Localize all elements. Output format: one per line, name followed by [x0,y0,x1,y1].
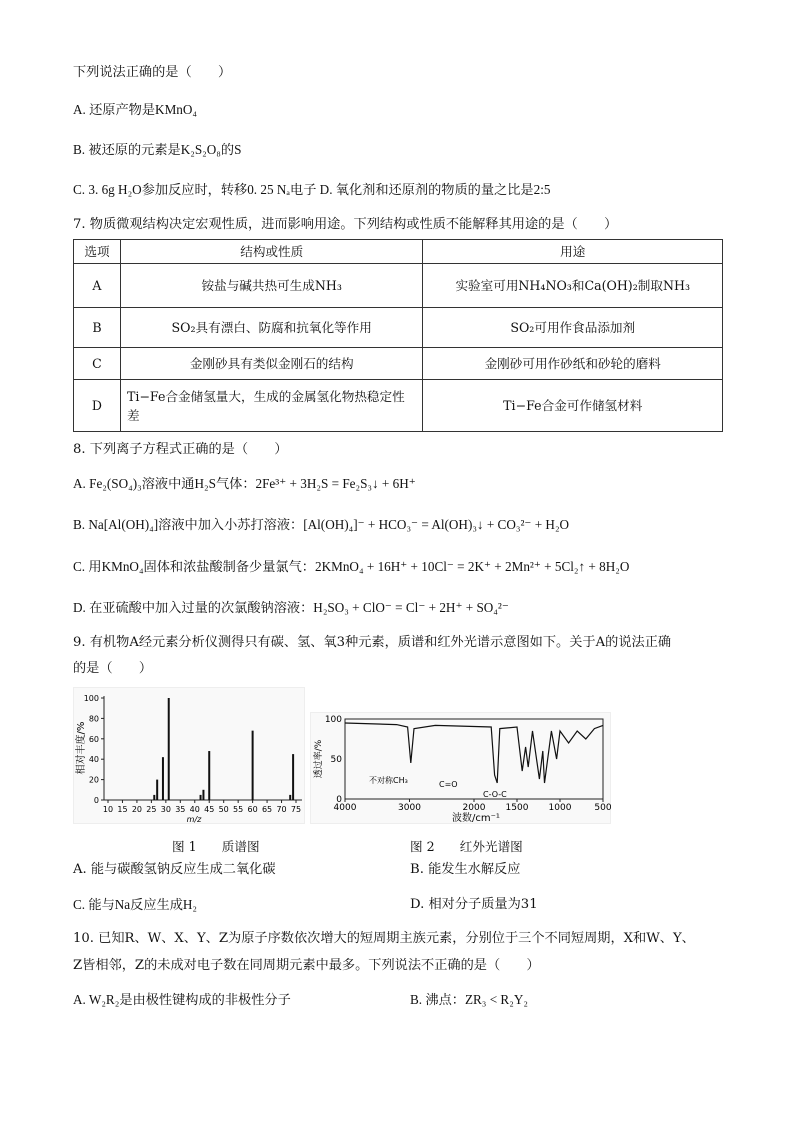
ms-bar [292,754,294,800]
ms-y-tick-label: 0 [93,796,99,805]
ms-x-label: m/z [186,815,202,824]
q10-option-a: A. W₂R₂是由极性键构成的非极性分子 [73,992,291,1007]
ms-y-label: 相对丰度/% [76,721,87,775]
table-row [74,380,723,432]
ms-x-tick-label: 10 [102,805,114,814]
ir-x-tick-label: 1000 [548,803,572,813]
ms-x-tick-label: 50 [218,805,229,814]
ms-y-tick-label: 20 [88,775,99,785]
ms-x-tick-label: 55 [233,805,244,814]
table-row [74,308,723,348]
ir-y-tick-label: 0 [336,795,342,805]
ms-y-tick-label: 100 [83,694,99,703]
ir-x-tick-label: 1500 [505,803,529,813]
q10-option-b: B. 沸点：ZR₃ < R₂Y₂ [410,992,528,1007]
mass-spectrum-chart [74,688,306,825]
q8-stem: 8. 下列离子方程式正确的是（ ） [73,442,288,457]
cell-option: A [74,264,121,308]
q9-stem-line1: 9. 有机物A经元素分析仪测得只有碳、氢、氧3种元素，质谱和红外光谱示意图如下。关于A的说法正确 [73,635,672,650]
ir-spectrum-chart [311,713,612,825]
ms-bar [202,790,204,800]
ms-x-tick-label: 40 [189,805,200,814]
ir-x-tick-label: 3000 [398,803,421,813]
q8-option-b: B. Na[Al(OH)₄]溶液中加入小苏打溶液：[Al(OH)₄]⁻ + HCO₃⁻ = Al(OH)₃↓ + CO₃²⁻ + H₂O [73,517,570,532]
q9-option-b: B. 能发生水解反应 [410,862,521,877]
table-row [74,264,723,308]
ir-x-tick-label: 2000 [462,803,486,813]
q10-stem-line1: 10. 已知R、W、X、Y、Z为原子序数依次增大的短周期主族元素，分别位于三个不同短周期，X和W、Y、 [73,931,695,946]
ir-y-tick-label: 50 [330,755,342,765]
q6-option-a: A. 还原产物是KMnO₄ [73,102,198,117]
ir-spectrum-figure [310,712,611,824]
cell-use: Ti−Fe合金可作储氢材料 [423,380,723,432]
table-header-row [74,240,723,264]
q6-stem: 下列说法正确的是（ ） [73,65,232,80]
cell-property: SO₂具有漂白、防腐和抗氧化等作用 [120,308,423,348]
ir-x-tick-label: 500 [594,803,612,813]
q8-option-a: A. Fe₂(SO₄)₃溶液中通H₂S气体：2Fe³⁺ + 3H₂S = Fe₂S₃↓ + 6H⁺ [73,476,416,491]
ms-bar [289,795,291,800]
header-option: 选项 [74,240,121,264]
ms-x-tick-label: 15 [117,805,128,814]
ms-x-tick-label: 65 [261,805,273,814]
cell-use: 金刚砂可用作砂纸和砂轮的磨料 [423,348,723,380]
ms-x-tick-label: 75 [290,805,302,814]
ms-x-tick-label: 35 [175,805,186,814]
ms-x-tick-label: 45 [204,805,215,814]
cell-option: D [74,380,121,432]
fig2-caption: 图 2 红外光谱图 [410,839,523,854]
ms-bar [153,795,155,800]
cell-use: SO₂可用作食品添加剂 [423,308,723,348]
q8-option-c: C. 用KMnO₄固体和浓盐酸制备少量氯气：2KMnO₄ + 16H⁺ + 10Cl⁻ = 2K⁺ + 2Mn²⁺ + 5Cl₂↑ + 8H₂O [73,559,630,574]
ir-annotation-coc: C-O-C [483,790,507,799]
ms-bar [208,751,210,800]
q8-option-d: D. 在亚硫酸中加入过量的次氯酸钠溶液：H₂SO₃ + ClO⁻ = Cl⁻ + 2H⁺ + SO₄²⁻ [73,600,509,615]
ms-y-tick-label: 40 [88,755,99,765]
ms-x-tick-label: 60 [247,805,258,814]
ms-x-tick-label: 30 [160,805,171,814]
cell-property: Ti−Fe合金储氢量大，生成的金属氢化物热稳定性差 [120,380,423,432]
q6-option-b: B. 被还原的元素是K₂S₂O₈的S [73,142,242,157]
q10-stem-line2: Z皆相邻，Z的未成对电子数在同周期元素中最多。下列说法不正确的是（ ） [73,958,540,973]
ir-series-line [345,723,603,783]
ir-x-tick-label: 4000 [333,803,357,813]
ms-bar [200,795,202,800]
ms-x-tick-label: 25 [146,805,157,814]
ir-annotation-co: C=O [439,780,458,789]
ms-bar [252,731,254,800]
q7-stem: 7. 物质微观结构决定宏观性质，进而影响用途。下列结构或性质不能解释其用途的是（ ） [73,217,618,232]
q9-stem-line2: 的是（ ） [73,661,153,676]
ms-bar [162,757,164,800]
ms-bar [156,780,158,800]
q7-table [73,239,723,432]
table-row [74,348,723,380]
header-property: 结构或性质 [120,240,423,264]
ir-y-tick-label: 100 [324,715,342,725]
ir-frame [345,719,603,799]
q9-option-c: C. 能与Na反应生成H₂ [73,897,198,912]
cell-option: C [74,348,121,380]
q9-option-d: D. 相对分子质量为31 [410,897,538,912]
cell-use: 实验室可用NH₄NO₃和Ca(OH)₂制取NH₃ [423,264,723,308]
mass-spectrum-figure [73,687,305,824]
cell-option: B [74,308,121,348]
q9-option-a: A. 能与碳酸氢钠反应生成二氧化碳 [73,862,276,877]
ir-x-label: 波数/cm⁻¹ [452,813,500,824]
ms-x-tick-label: 70 [276,805,287,814]
header-use: 用途 [423,240,723,264]
ms-y-tick-label: 60 [88,734,99,744]
ms-y-tick-label: 80 [88,714,99,724]
ms-bar [168,698,170,800]
ir-y-label: 透过率/% [314,739,324,779]
q6-option-c-d: C. 3. 6g H₂O参加反应时，转移0. 25 Nₐ电子 D. 氧化剂和还原剂的物质的量之比是2:5 [73,182,551,197]
cell-property: 铵盐与碱共热可生成NH₃ [120,264,423,308]
cell-property: 金刚砂具有类似金刚石的结构 [120,348,423,380]
fig1-caption: 图 1 质谱图 [172,839,260,854]
ir-annotation-ch3: 不对称CH₃ [369,776,408,785]
ms-x-tick-label: 20 [131,805,143,814]
